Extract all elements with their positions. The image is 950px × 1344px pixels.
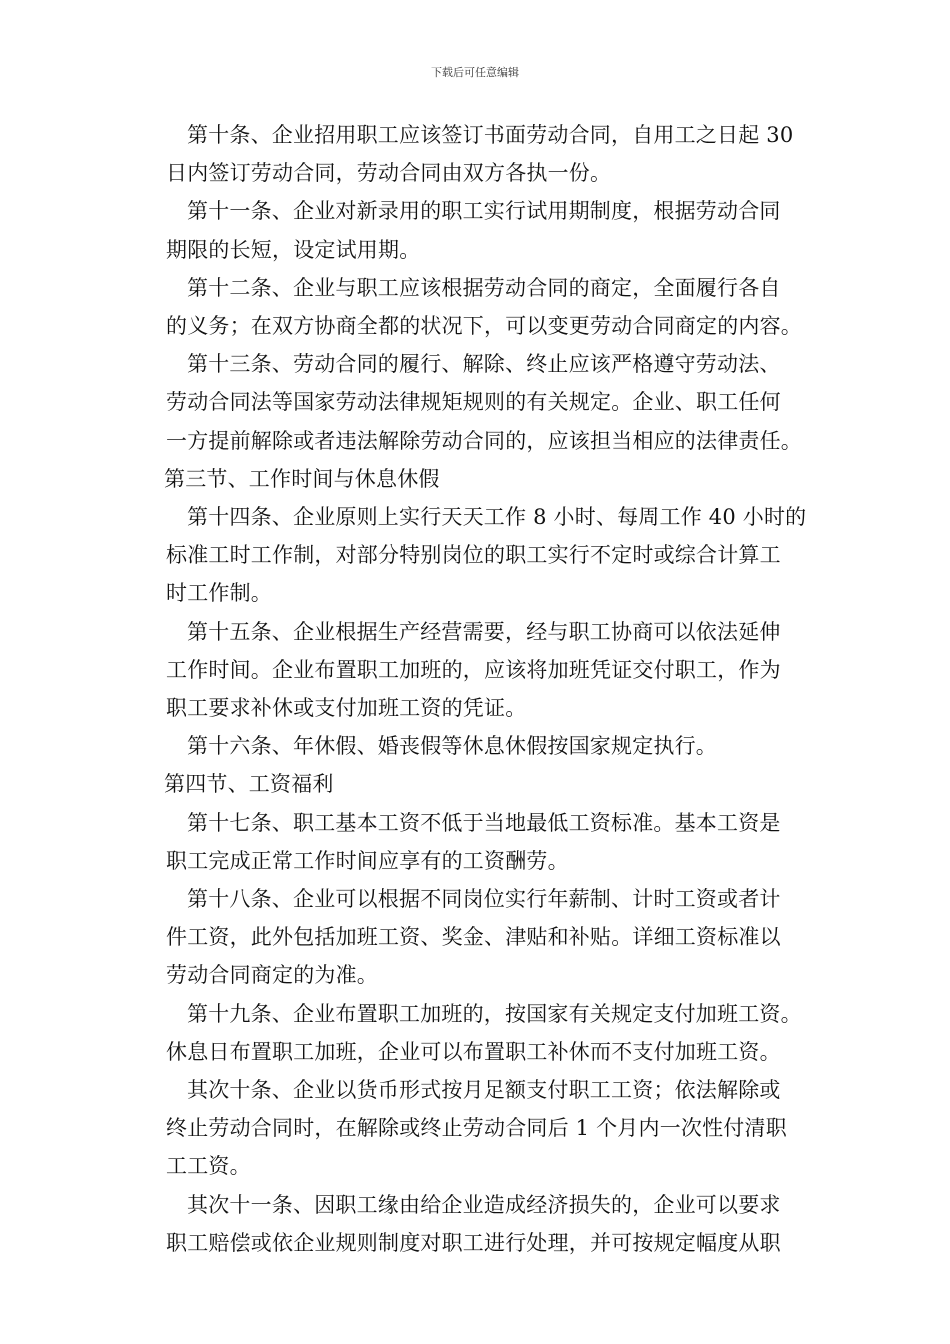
section-heading-3: 第三节、工作时间与休息休假 (164, 466, 440, 491)
article-line: 一方提前解除或者违法解除劳动合同的，应该担当相应的法律责任。 (166, 428, 802, 453)
section-heading-4: 第四节、工资福利 (164, 772, 334, 797)
article-line: 第十七条、职工基本工资不低于当地最低工资标准。基本工资是 (187, 810, 781, 835)
article-line: 劳动合同商定的为准。 (166, 963, 378, 988)
article-line: 第十九条、企业布置职工加班的，按国家有关规定支付加班工资。 (187, 1001, 802, 1026)
article-18 (145, 880, 815, 995)
article-line: 第十五条、企业根据生产经营需要，经与职工协商可以依法延伸 (187, 619, 781, 644)
article-11 (145, 192, 815, 268)
article-line: 第十六条、年休假、婚丧假等休息休假按国家规定执行。 (187, 734, 717, 759)
article-line: 的义务；在双方协商全都的状况下，可以变更劳动合同商定的内容。 (166, 314, 802, 339)
article-line: 日内签订劳动合同，劳动合同由双方各执一份。 (166, 161, 612, 186)
article-line: 工工资。 (166, 1154, 251, 1179)
article-10 (145, 116, 815, 192)
article-line: 其次十一条、因职工缘由给企业造成经济损失的，企业可以要求 (187, 1192, 781, 1217)
article-line: 第十三条、劳动合同的履行、解除、终止应该严格遵守劳动法、 (187, 352, 781, 377)
article-12 (145, 269, 815, 345)
article-line: 件工资，此外包括加班工资、奖金、津贴和补贴。详细工资标准以 (166, 925, 781, 950)
article-17 (145, 804, 815, 880)
article-line: 第十八条、企业可以根据不同岗位实行年薪制、计时工资或者计 (187, 887, 781, 912)
article-line: 第十一条、企业对新录用的职工实行试用期制度，根据劳动合同 (187, 199, 781, 224)
article-19 (145, 995, 815, 1071)
article-line: 第十条、企业招用职工应该签订书面劳动合同，自用工之日起 30 (187, 123, 794, 147)
article-21 (145, 1186, 815, 1262)
article-line: 职工要求补休或支付加班工资的凭证。 (166, 696, 527, 721)
page-header: 下载后可任意编辑 (431, 66, 519, 79)
article-line: 职工完成正常工作时间应享有的工资酬劳。 (166, 848, 569, 873)
article-line: 终止劳动合同时，在解除或终止劳动合同后 1 个月内一次性付清职 (166, 1116, 787, 1141)
article-line: 第十四条、企业原则上实行天天工作 8 小时、每周工作 40 小时的 (187, 505, 807, 530)
article-line: 第十二条、企业与职工应该根据劳动合同的商定，全面履行各自 (187, 275, 781, 300)
article-line: 休息日布置职工加班，企业可以布置职工补休而不支付加班工资。 (166, 1039, 781, 1064)
article-20 (145, 1071, 815, 1186)
article-line: 期限的长短，设定试用期。 (166, 237, 421, 262)
document-body (145, 116, 815, 1262)
article-16 (145, 727, 815, 765)
article-13 (145, 345, 815, 460)
article-line: 时工作制。 (166, 581, 272, 606)
article-15 (145, 613, 815, 728)
article-14 (145, 498, 815, 613)
article-line: 其次十条、企业以货币形式按月足额支付职工工资；依法解除或 (187, 1078, 781, 1103)
article-line: 职工赔偿或依企业规则制度对职工进行处理，并可按规定幅度从职 (166, 1230, 781, 1255)
article-line: 工作时间。企业布置职工加班的，应该将加班凭证交付职工，作为 (166, 657, 781, 682)
article-line: 劳动合同法等国家劳动法律规矩规则的有关规定。企业、职工任何 (166, 390, 781, 415)
article-line: 标准工时工作制，对部分特别岗位的职工实行不定时或综合计算工 (166, 543, 781, 568)
